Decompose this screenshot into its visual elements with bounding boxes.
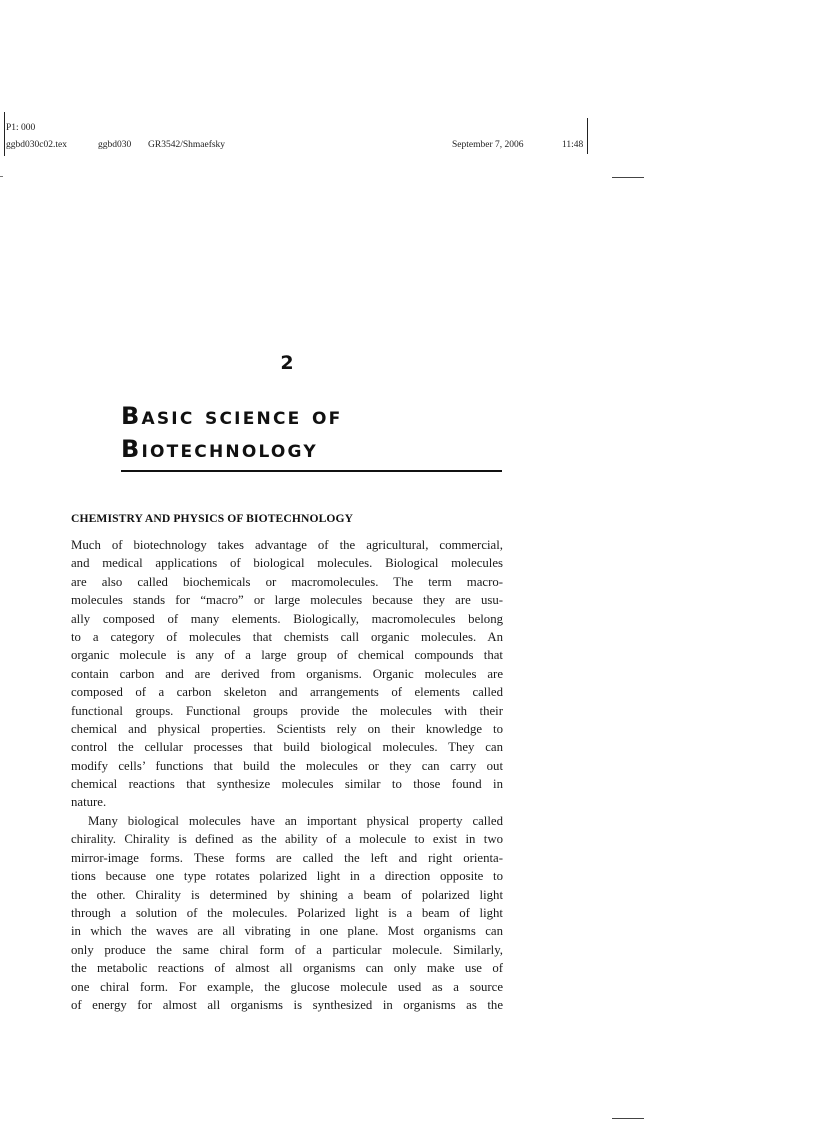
- paragraph-1: [71, 536, 503, 812]
- text-line: chemical and physical properties. Scientists rely on their knowledge to: [71, 721, 503, 736]
- paragraph-2: [71, 812, 503, 1014]
- text-line: chirality. Chirality is defined as the ability of a molecule to exist in two: [71, 832, 503, 847]
- text-line: to a category of molecules that chemists call organic molecules. An: [71, 629, 503, 644]
- text-line: through a solution of the molecules. Polarized light is a beam of light: [71, 905, 503, 920]
- proof-date: September 7, 2006: [452, 140, 524, 150]
- chapter-number: 2: [280, 352, 294, 374]
- crop-mark-top: [612, 177, 644, 178]
- book-code: ggbd030: [98, 140, 132, 150]
- proof-label: P1: 000: [6, 123, 36, 133]
- text-line: and medical applications of biological molecules. Biological molecules: [71, 556, 503, 571]
- section-heading: CHEMISTRY AND PHYSICS OF BIOTECHNOLOGY: [71, 512, 354, 525]
- chapter-title-line-1: Basic science of: [121, 402, 343, 430]
- chapter-title: [121, 400, 342, 466]
- text-line: only produce the same chiral form of a particular molecule. Similarly,: [71, 942, 503, 957]
- text-line: nature.: [71, 795, 107, 810]
- chapter-title-line-2: Biotechnology: [121, 435, 318, 463]
- text-line: one chiral form. For example, the glucose molecule used as a source: [71, 979, 503, 994]
- slug-rule-left: [4, 112, 5, 156]
- proof-time: 11:48: [562, 140, 584, 150]
- text-line: the other. Chirality is determined by shining a beam of polarized light: [71, 887, 503, 902]
- text-line: composed of a carbon skeleton and arrangements of elements called: [71, 685, 503, 700]
- text-line: functional groups. Functional groups provide the molecules with their: [71, 703, 503, 718]
- text-line: Many biological molecules have an important physical property called: [88, 814, 503, 828]
- text-line: ally composed of many elements. Biologically, macromolecules belong: [71, 611, 503, 626]
- crop-tick-left: [0, 176, 3, 177]
- text-line: of energy for almost all organisms is synthesized in organisms as the: [71, 997, 503, 1012]
- text-line: Much of biotechnology takes advantage of the agricultural, commercial,: [71, 538, 503, 552]
- tex-file-name: ggbd030c02.tex: [6, 140, 67, 150]
- text-line: are also called biochemicals or macromolecules. The term macro-: [71, 574, 503, 589]
- text-line: molecules stands for “macro” or large molecules because they are usu-: [71, 593, 503, 608]
- text-line: modify cells’ functions that build the molecules or they can carry out: [71, 758, 503, 773]
- crop-mark-bottom: [612, 1118, 644, 1119]
- slug-rule-right: [587, 118, 588, 154]
- chapter-title-rule: [121, 470, 502, 472]
- text-line: contain carbon and are derived from organisms. Organic molecules are: [71, 666, 503, 681]
- text-line: in which the waves are all vibrating in one plane. Most organisms can: [71, 924, 503, 939]
- text-line: control the cellular processes that build biological molecules. They can: [71, 740, 503, 755]
- text-line: tions because one type rotates polarized light in a direction opposite to: [71, 869, 503, 884]
- series-author: GR3542/Shmaefsky: [148, 140, 226, 150]
- text-line: chemical reactions that synthesize molecules similar to those found in: [71, 777, 503, 792]
- text-line: organic molecule is any of a large group of chemical compounds that: [71, 648, 503, 663]
- text-line: the metabolic reactions of almost all organisms can only make use of: [71, 961, 503, 976]
- text-line: mirror-image forms. These forms are called the left and right orienta-: [71, 850, 503, 865]
